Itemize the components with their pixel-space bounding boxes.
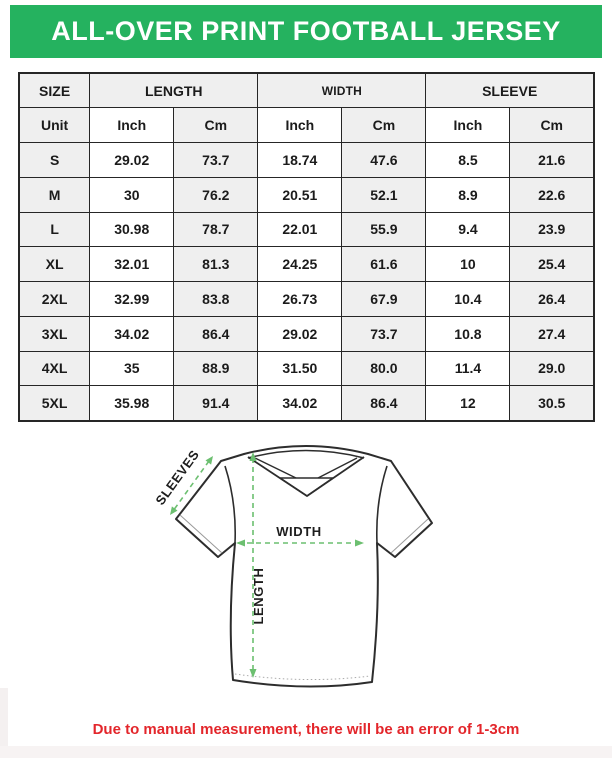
table-row xyxy=(19,247,594,282)
value-cell: 67.9 xyxy=(342,282,426,317)
header-sleeve: SLEEVE xyxy=(426,73,594,108)
size-cell: 4XL xyxy=(19,351,90,386)
value-cell: 26.73 xyxy=(258,282,342,317)
jersey-diagram-svg xyxy=(141,424,471,716)
sleeves-label: SLEEVES xyxy=(152,446,203,508)
value-cell: 8.9 xyxy=(426,177,510,212)
header-length: LENGTH xyxy=(90,73,258,108)
value-cell: 23.9 xyxy=(510,212,594,247)
value-cell: 10.8 xyxy=(426,316,510,351)
table-row xyxy=(19,351,594,386)
table-unit-row xyxy=(19,108,594,143)
size-cell: L xyxy=(19,212,90,247)
unit-cell: Cm xyxy=(174,108,258,143)
page-edge-bottom xyxy=(0,746,612,758)
header-width: WIDTH xyxy=(258,73,426,108)
value-cell: 30 xyxy=(90,177,174,212)
jersey-outline xyxy=(176,446,432,687)
value-cell: 73.7 xyxy=(174,143,258,178)
size-cell: XL xyxy=(19,247,90,282)
unit-cell: Inch xyxy=(258,108,342,143)
value-cell: 25.4 xyxy=(510,247,594,282)
value-cell: 31.50 xyxy=(258,351,342,386)
value-cell: 81.3 xyxy=(174,247,258,282)
table-row xyxy=(19,177,594,212)
size-cell: 2XL xyxy=(19,282,90,317)
page-title: ALL-OVER PRINT FOOTBALL JERSEY xyxy=(51,16,561,46)
title-banner xyxy=(10,5,602,58)
value-cell: 29.02 xyxy=(258,316,342,351)
value-cell: 55.9 xyxy=(342,212,426,247)
value-cell: 73.7 xyxy=(342,316,426,351)
value-cell: 91.4 xyxy=(174,386,258,421)
value-cell: 61.6 xyxy=(342,247,426,282)
value-cell: 35 xyxy=(90,351,174,386)
value-cell: 21.6 xyxy=(510,143,594,178)
value-cell: 86.4 xyxy=(174,316,258,351)
value-cell: 52.1 xyxy=(342,177,426,212)
value-cell: 10.4 xyxy=(426,282,510,317)
value-cell: 32.01 xyxy=(90,247,174,282)
value-cell: 34.02 xyxy=(258,386,342,421)
unit-cell: Inch xyxy=(426,108,510,143)
header-size: SIZE xyxy=(19,73,90,108)
value-cell: 78.7 xyxy=(174,212,258,247)
table-row xyxy=(19,143,594,178)
value-cell: 11.4 xyxy=(426,351,510,386)
size-cell: 3XL xyxy=(19,316,90,351)
value-cell: 88.9 xyxy=(174,351,258,386)
value-cell: 10 xyxy=(426,247,510,282)
value-cell: 76.2 xyxy=(174,177,258,212)
value-cell: 18.74 xyxy=(258,143,342,178)
value-cell: 24.25 xyxy=(258,247,342,282)
value-cell: 20.51 xyxy=(258,177,342,212)
measurement-error-note: Due to manual measurement, there will be an error of 1-3cm xyxy=(92,721,520,738)
measurement-diagram xyxy=(141,424,471,716)
length-label: LENGTH xyxy=(251,567,266,625)
table-row xyxy=(19,282,594,317)
value-cell: 86.4 xyxy=(342,386,426,421)
value-cell: 29.02 xyxy=(90,143,174,178)
table-group-header-row xyxy=(19,73,594,108)
unit-cell: Cm xyxy=(510,108,594,143)
value-cell: 30.5 xyxy=(510,386,594,421)
value-cell: 8.5 xyxy=(426,143,510,178)
value-cell: 34.02 xyxy=(90,316,174,351)
width-label: WIDTH xyxy=(276,524,322,539)
table-row xyxy=(19,212,594,247)
size-cell: 5XL xyxy=(19,386,90,421)
value-cell: 12 xyxy=(426,386,510,421)
value-cell: 26.4 xyxy=(510,282,594,317)
size-table-body xyxy=(19,143,594,421)
unit-cell: Inch xyxy=(90,108,174,143)
value-cell: 83.8 xyxy=(174,282,258,317)
value-cell: 27.4 xyxy=(510,316,594,351)
value-cell: 29.0 xyxy=(510,351,594,386)
value-cell: 22.6 xyxy=(510,177,594,212)
size-chart-table xyxy=(18,72,595,422)
table-row xyxy=(19,386,594,421)
value-cell: 35.98 xyxy=(90,386,174,421)
unit-cell: Cm xyxy=(342,108,426,143)
size-cell: S xyxy=(19,143,90,178)
value-cell: 30.98 xyxy=(90,212,174,247)
unit-cell: Unit xyxy=(19,108,90,143)
table-row xyxy=(19,316,594,351)
value-cell: 80.0 xyxy=(342,351,426,386)
value-cell: 22.01 xyxy=(258,212,342,247)
size-cell: M xyxy=(19,177,90,212)
value-cell: 47.6 xyxy=(342,143,426,178)
value-cell: 32.99 xyxy=(90,282,174,317)
value-cell: 9.4 xyxy=(426,212,510,247)
